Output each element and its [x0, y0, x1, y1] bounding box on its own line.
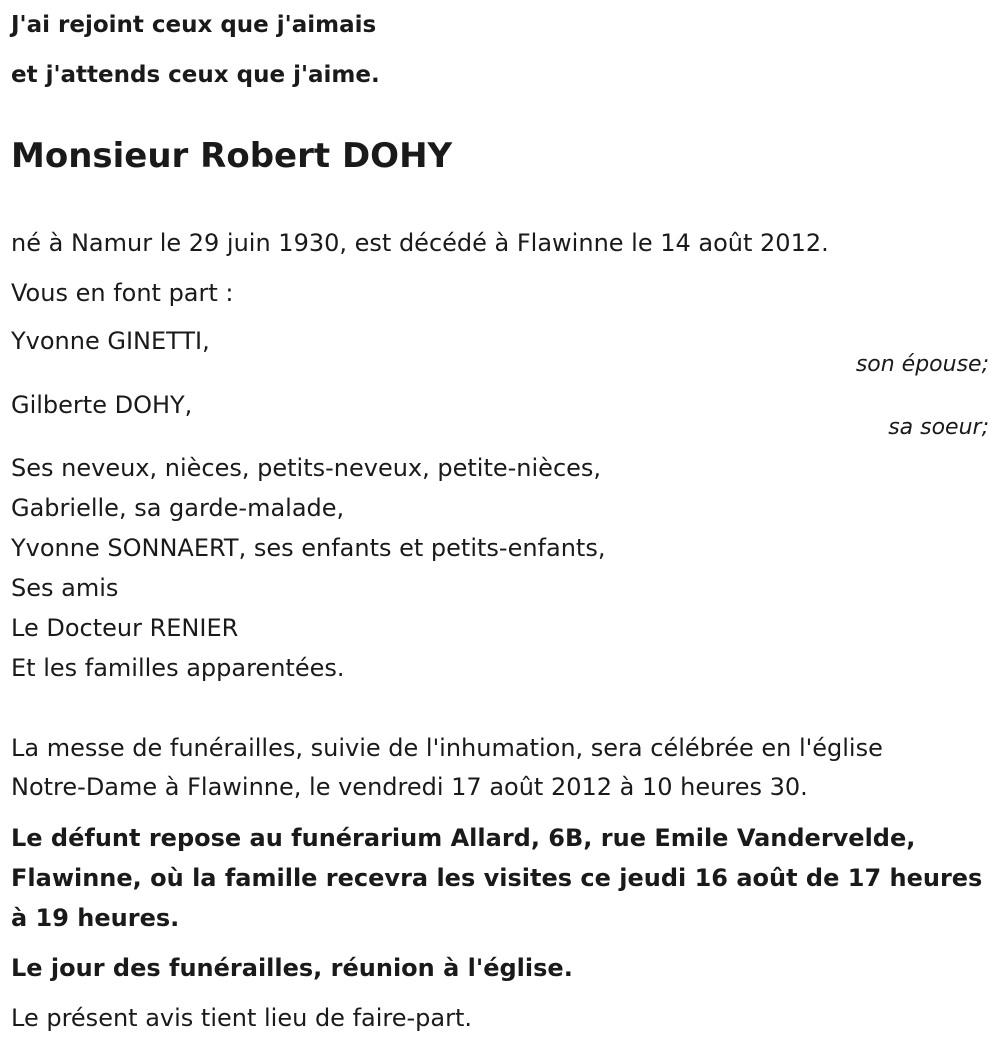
viewing-info-text: à 19 heures.	[11, 904, 180, 932]
closing-text: Le présent avis tient lieu de faire-part.	[11, 1004, 473, 1032]
relatives-line: Et les familles apparentées.	[11, 654, 345, 682]
epigraph-line-2: et j'attends ceux que j'aime.	[11, 62, 380, 88]
family-member-role: sa soeur;	[888, 415, 989, 440]
family-member-name: Yvonne GINETTI,	[11, 327, 210, 355]
family-member-name: Gilberte DOHY,	[11, 391, 193, 419]
relatives-line: Le Docteur RENIER	[11, 614, 239, 642]
deceased-name-title: Monsieur Robert DOHY	[11, 136, 453, 176]
viewing-info-text: Flawinne, où la famille recevra les visites ce jeudi 16 août de 17 heures	[11, 864, 983, 892]
birth-death-text: né à Namur le 29 juin 1930, est décédé à Flawinne le 14 août 2012.	[11, 229, 829, 257]
relatives-line: Gabrielle, sa garde-malade,	[11, 494, 345, 522]
relatives-line: Ses amis	[11, 574, 119, 602]
relatives-line: Ses neveux, nièces, petits-neveux, petite-nièces,	[11, 454, 602, 482]
meeting-info-text: Le jour des funérailles, réunion à l'église.	[11, 954, 573, 982]
relatives-line: Yvonne SONNAERT, ses enfants et petits-enfants,	[11, 534, 606, 562]
epigraph-line-1: J'ai rejoint ceux que j'aimais	[11, 12, 377, 38]
funeral-mass-text: Notre-Dame à Flawinne, le vendredi 17 août 2012 à 10 heures 30.	[11, 773, 808, 801]
viewing-info-text: Le défunt repose au funérarium Allard, 6B, rue Emile Vandervelde,	[11, 824, 916, 852]
family-member-role: son épouse;	[855, 352, 989, 377]
announcement-text: Vous en font part :	[11, 279, 234, 307]
funeral-mass-text: La messe de funérailles, suivie de l'inhumation, sera célébrée en l'église	[11, 734, 883, 762]
